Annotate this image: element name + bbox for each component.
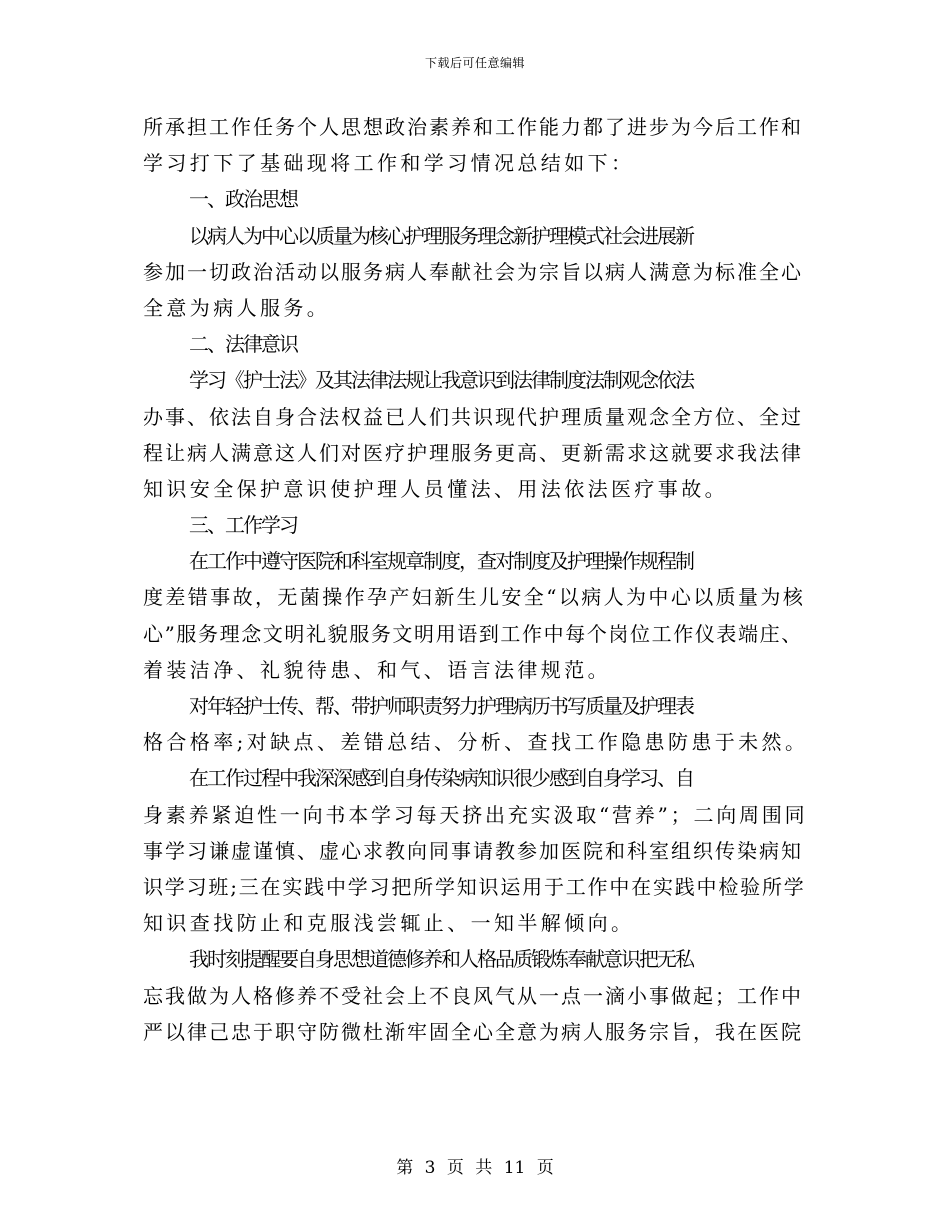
text-line: 对年轻护士传、帮、带护师职责努力护理病历书写质量及护理表 <box>189 694 693 718</box>
text-line: 学习《护士法》及其法律法规让我意识到法律制度法制观念依法 <box>189 368 693 393</box>
text-line: 心”服务理念文明礼貌服务文明用语到工作中每个岗位工作仪表端庄、 <box>143 621 803 646</box>
text-line: 在工作过程中我深深感到自身传染病知识很少感到自身学习、自 <box>189 766 693 791</box>
text-line: 所承担工作任务个人思想政治素养和工作能力都了进步为今后工作和 <box>143 115 803 139</box>
page-header: 下载后可任意编辑 <box>424 56 525 70</box>
text-line: 程让病人满意这人们对医疗护理服务更高、更新需求这就要求我法律 <box>143 440 803 465</box>
text-line: 识学习班;三在实践中学习把所学知识运用于工作中在实践中检验所学 <box>143 874 806 899</box>
text-line: 全意为病人服务。 <box>143 295 331 320</box>
text-line: 办事、依法自身合法权益已人们共识现代护理质量观念全方位、全过 <box>143 404 803 429</box>
page-footer: 第 3 页 共 11 页 <box>396 1158 554 1178</box>
text-line: 度差错事故，无菌操作孕产妇新生儿安全“以病人为中心以质量为核 <box>143 585 806 610</box>
text-line: 学习打下了基础现将工作和学习情况总结如下： <box>143 151 635 176</box>
text-line: 格合格率;对缺点、差错总结、分析、查找工作隐患防患于未然。 <box>143 730 809 755</box>
text-line: 以病人为中心以质量为核心护理服务理念新护理模式社会进展新 <box>189 223 693 248</box>
text-line: 身素养紧迫性一向书本学习每天挤出充实汲取“营养”；二向周围同 <box>143 802 808 827</box>
text-line: 参加一切政治活动以服务病人奉献社会为宗旨以病人满意为标准全心 <box>143 259 803 284</box>
text-line: 二、法律意识 <box>189 332 297 357</box>
document-body <box>143 109 807 1050</box>
text-line: 知识查找防止和克服浅尝辄止、一知半解倾向。 <box>143 911 635 936</box>
text-line: 知识安全保护意识使护理人员懂法、用法依法医疗事故。 <box>143 476 728 501</box>
text-line: 三、工作学习 <box>189 513 297 538</box>
text-line: 一、政治思想 <box>189 187 297 212</box>
text-line: 事学习谦虚谨慎、虚心求教向同事请教参加医院和科室组织传染病知 <box>143 838 803 863</box>
text-line: 我时刻提醒要自身思想道德修养和人格品质锻炼奉献意识把无私 <box>189 947 693 972</box>
text-line: 严以律己忠于职守防微杜渐牢固全心全意为病人服务宗旨，我在医院 <box>143 1019 803 1044</box>
text-line: 在工作中遵守医院和科室规章制度，查对制度及护理操作规程制 <box>189 549 693 574</box>
text-line: 忘我做为人格修养不受社会上不良风气从一点一滴小事做起；工作中 <box>143 983 803 1008</box>
text-line: 着装洁净、礼貌待患、和气、语言法律规范。 <box>143 657 611 682</box>
